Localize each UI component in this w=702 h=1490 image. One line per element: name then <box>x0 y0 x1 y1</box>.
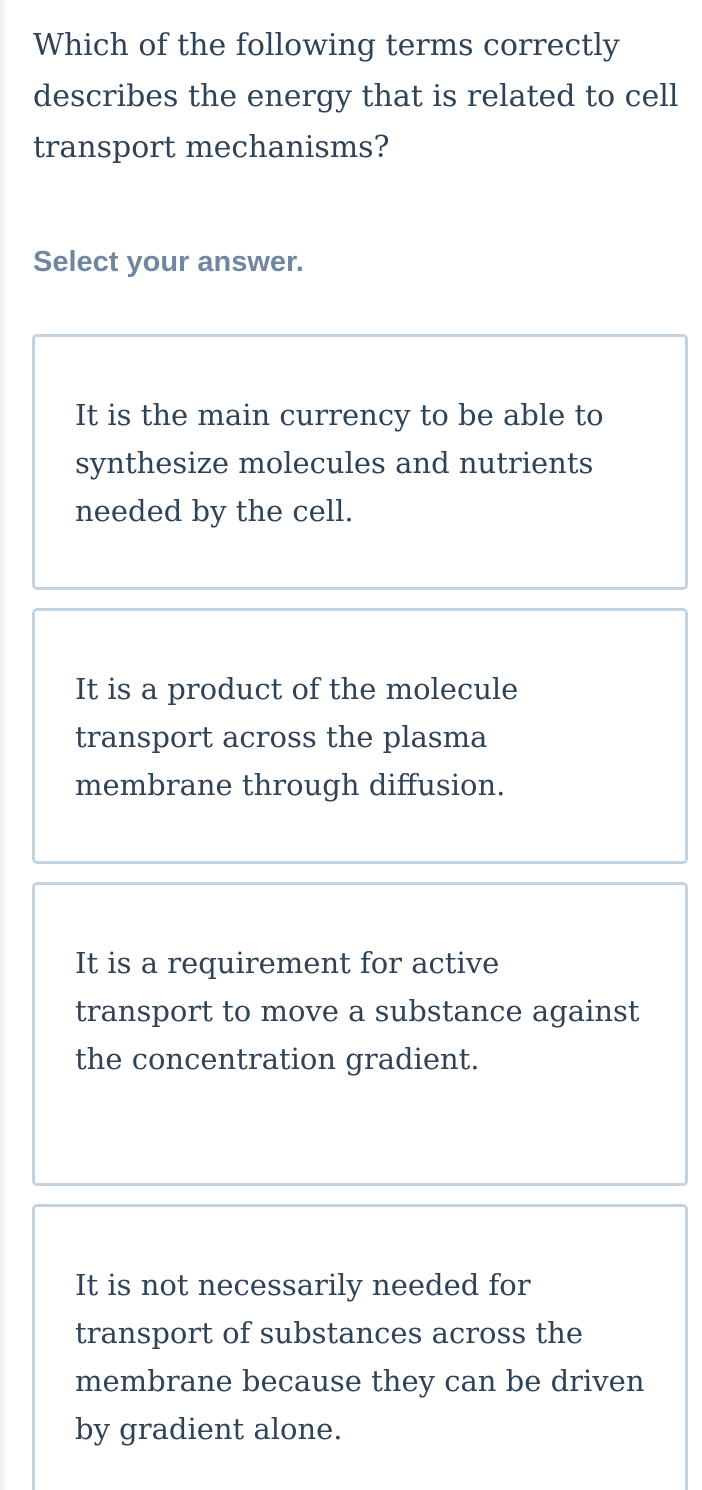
answer-option-2[interactable] <box>32 608 688 864</box>
answer-option-2-label: It is a product of the molecule transport across the plasma membrane through diffusion. <box>75 672 519 802</box>
answer-prompt: Select your answer. <box>33 246 304 278</box>
answer-option-4-label: It is not necessarily needed for transport of substances across the membrane because they can be driven by gradient alone. <box>75 1268 645 1446</box>
question-text: Which of the following terms correctly describes the energy that is related to cell transport mechanisms? <box>33 28 679 165</box>
answer-option-1-label: It is the main currency to be able to synthesize molecules and nutrients needed by the cell. <box>75 398 604 528</box>
answer-option-4[interactable] <box>32 1204 688 1490</box>
answer-option-1[interactable] <box>32 334 688 590</box>
answer-option-3[interactable] <box>32 882 688 1186</box>
left-edge-shadow <box>0 0 8 1490</box>
answer-options <box>32 334 688 1490</box>
answer-option-3-label: It is a requirement for active transport to move a substance against the concentration gradient. <box>75 946 640 1076</box>
